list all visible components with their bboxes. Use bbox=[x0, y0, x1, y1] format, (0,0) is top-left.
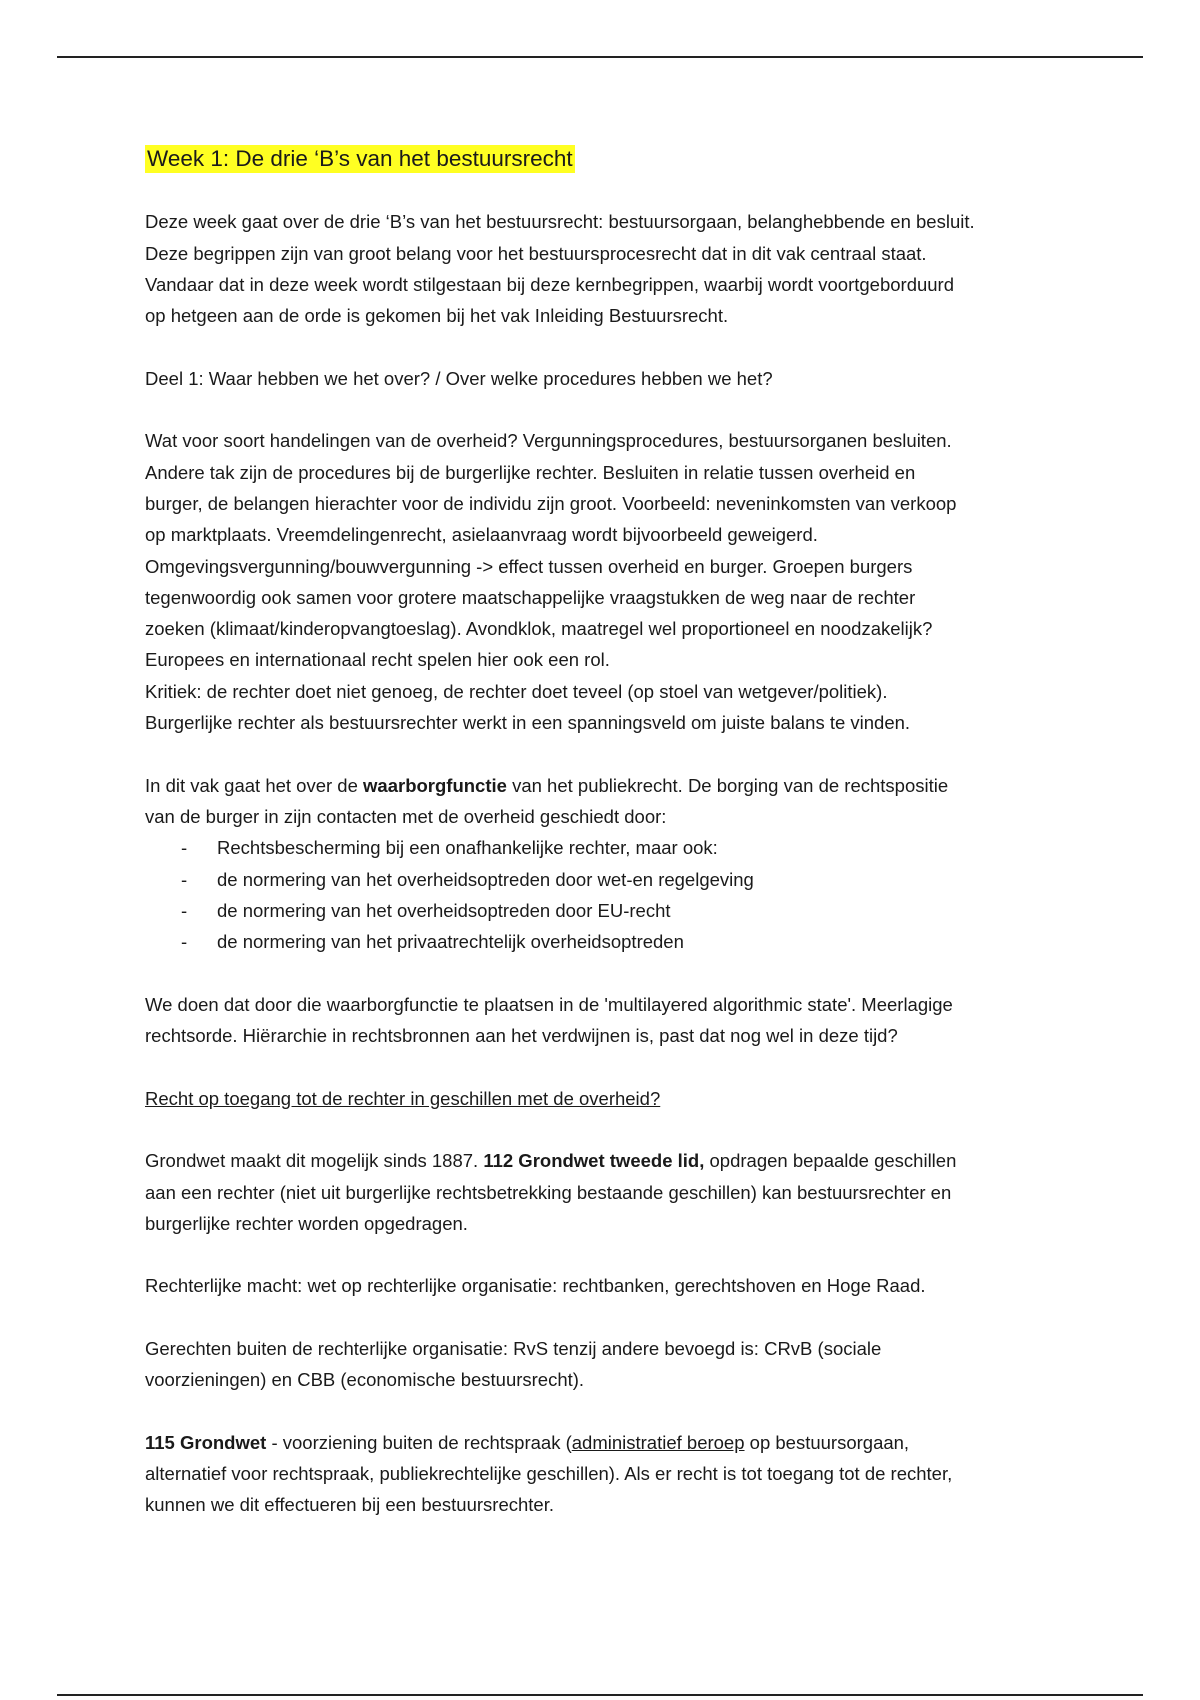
waarborg-paragraph bbox=[145, 770, 1065, 833]
text-line: Kritiek: de rechter doet niet genoeg, de rechter doet teveel (op stoel van wetgever/politiek). bbox=[145, 680, 888, 702]
text-line: aan een rechter (niet uit burgerlijke rechtsbetrekking bestaande geschillen) kan bestuursrechter en bbox=[145, 1181, 952, 1203]
header-rule bbox=[57, 56, 1143, 58]
toegang-heading: Recht op toegang tot de rechter in geschillen met de overheid? bbox=[145, 1087, 661, 1109]
overheid-paragraph bbox=[145, 425, 1065, 738]
bold-term: waarborgfunctie bbox=[363, 774, 507, 796]
text-line: voorzieningen) en CBB (economische bestuursrecht). bbox=[145, 1369, 585, 1391]
text-line: burgerlijke rechter worden opgedragen. bbox=[145, 1212, 468, 1234]
intro-paragraph bbox=[145, 206, 1065, 331]
text-line: Omgevingsvergunning/bouwvergunning -> effect tussen overheid en burger. Groepen burgers bbox=[145, 555, 913, 577]
art115-paragraph bbox=[145, 1427, 1065, 1521]
underlined-term: administratief beroep bbox=[571, 1431, 745, 1453]
part1-heading: Deel 1: Waar hebben we het over? / Over welke procedures hebben we het? bbox=[145, 367, 773, 389]
bold-term: 115 Grondwet bbox=[145, 1431, 267, 1453]
text-line: op marktplaats. Vreemdelingenrecht, asielaanvraag wordt bijvoorbeeld geweigerd. bbox=[145, 524, 818, 546]
text-line: van de burger in zijn contacten met de overheid geschiedt door: bbox=[145, 805, 667, 827]
list-item-text: de normering van het overheidsoptreden door EU-recht bbox=[217, 899, 671, 921]
text-fragment: - voorziening buiten de rechtspraak ( bbox=[266, 1431, 572, 1453]
text-fragment: In dit vak gaat het over de bbox=[145, 774, 364, 796]
text-line: rechtsorde. Hiërarchie in rechtsbronnen aan het verdwijnen is, past dat nog wel in deze tijd? bbox=[145, 1025, 898, 1047]
rechterlijke-macht-paragraph: Rechterlijke macht: wet op rechterlijke organisatie: rechtbanken, gerechtshoven en Hoge Raad. bbox=[145, 1275, 926, 1297]
dash-bullet-icon: - bbox=[181, 868, 188, 890]
list-item bbox=[145, 864, 1065, 895]
text-line: Deze week gaat over de drie ‘B’s van het bestuursrecht: bestuursorgaan, belanghebbende en besluit. bbox=[145, 211, 975, 233]
dash-bullet-icon: - bbox=[181, 837, 188, 859]
waarborg-list bbox=[145, 832, 1065, 957]
list-item bbox=[145, 895, 1065, 926]
grondwet-paragraph bbox=[145, 1145, 1065, 1239]
text-line: tegenwoordig ook samen voor grotere maatschappelijke vraagstukken de weg naar de rechter bbox=[145, 586, 916, 608]
text-fragment: opdragen bepaalde geschillen bbox=[704, 1150, 957, 1172]
text-line: Europees en internationaal recht spelen hier ook een rol. bbox=[145, 649, 610, 671]
dash-bullet-icon: - bbox=[181, 899, 188, 921]
text-fragment: Grondwet maakt dit mogelijk sinds 1887. bbox=[145, 1150, 484, 1172]
footer-rule bbox=[57, 1694, 1143, 1696]
list-item-text: de normering van het overheidsoptreden door wet-en regelgeving bbox=[217, 868, 754, 890]
text-line: op hetgeen aan de orde is gekomen bij het vak Inleiding Bestuursrecht. bbox=[145, 305, 729, 327]
list-item-text: Rechtsbescherming bij een onafhankelijke rechter, maar ook: bbox=[217, 837, 718, 859]
dash-bullet-icon: - bbox=[181, 931, 188, 953]
list-item-text: de normering van het privaatrechtelijk overheidsoptreden bbox=[217, 931, 684, 953]
text-fragment: op bestuursorgaan, bbox=[744, 1431, 910, 1453]
text-line: Gerechten buiten de rechterlijke organisatie: RvS tenzij andere bevoegd is: CRvB (sociale bbox=[145, 1337, 882, 1359]
text-line: Vandaar dat in deze week wordt stilgestaan bij deze kernbegrippen, waarbij wordt voortgeborduurd bbox=[145, 273, 955, 295]
multilayered-paragraph bbox=[145, 989, 1065, 1052]
bold-term: 112 Grondwet tweede lid, bbox=[483, 1150, 705, 1172]
text-line: We doen dat door die waarborgfunctie te plaatsen in de 'multilayered algorithmic state'. Meerlagige bbox=[145, 993, 953, 1015]
highlighted-title: Week 1: De drie ‘B’s van het bestuursrecht bbox=[147, 146, 573, 171]
text-line: Deze begrippen zijn van groot belang voor het bestuursprocesrecht dat in dit vak centraal staat. bbox=[145, 242, 927, 264]
text-line: burger, de belangen hierachter voor de individu zijn groot. Voorbeeld: neveninkomsten van verkoop bbox=[145, 492, 957, 514]
text-line: Wat voor soort handelingen van de overheid? Vergunningsprocedures, bestuursorganen besluiten. bbox=[145, 430, 952, 452]
list-item bbox=[145, 832, 1065, 863]
list-item bbox=[145, 926, 1065, 957]
text-line: Burgerlijke rechter als bestuursrechter werkt in een spanningsveld om juiste balans te vinden. bbox=[145, 712, 911, 734]
document-body bbox=[145, 143, 1065, 1552]
text-line: alternatief voor rechtspraak, publiekrechtelijke geschillen). Als er recht is tot toegang tot de rechter, bbox=[145, 1463, 953, 1485]
gerechten-paragraph bbox=[145, 1333, 1065, 1396]
text-line: kunnen we dit effectueren bij een bestuursrechter. bbox=[145, 1494, 554, 1516]
text-fragment: van het publiekrecht. De borging van de rechtspositie bbox=[506, 774, 949, 796]
text-line: zoeken (klimaat/kinderopvangtoeslag). Avondklok, maatregel wel proportioneel en noodzakelijk? bbox=[145, 618, 933, 640]
page-title bbox=[145, 143, 1065, 175]
text-line: Andere tak zijn de procedures bij de burgerlijke rechter. Besluiten in relatie tussen overheid en bbox=[145, 461, 916, 483]
